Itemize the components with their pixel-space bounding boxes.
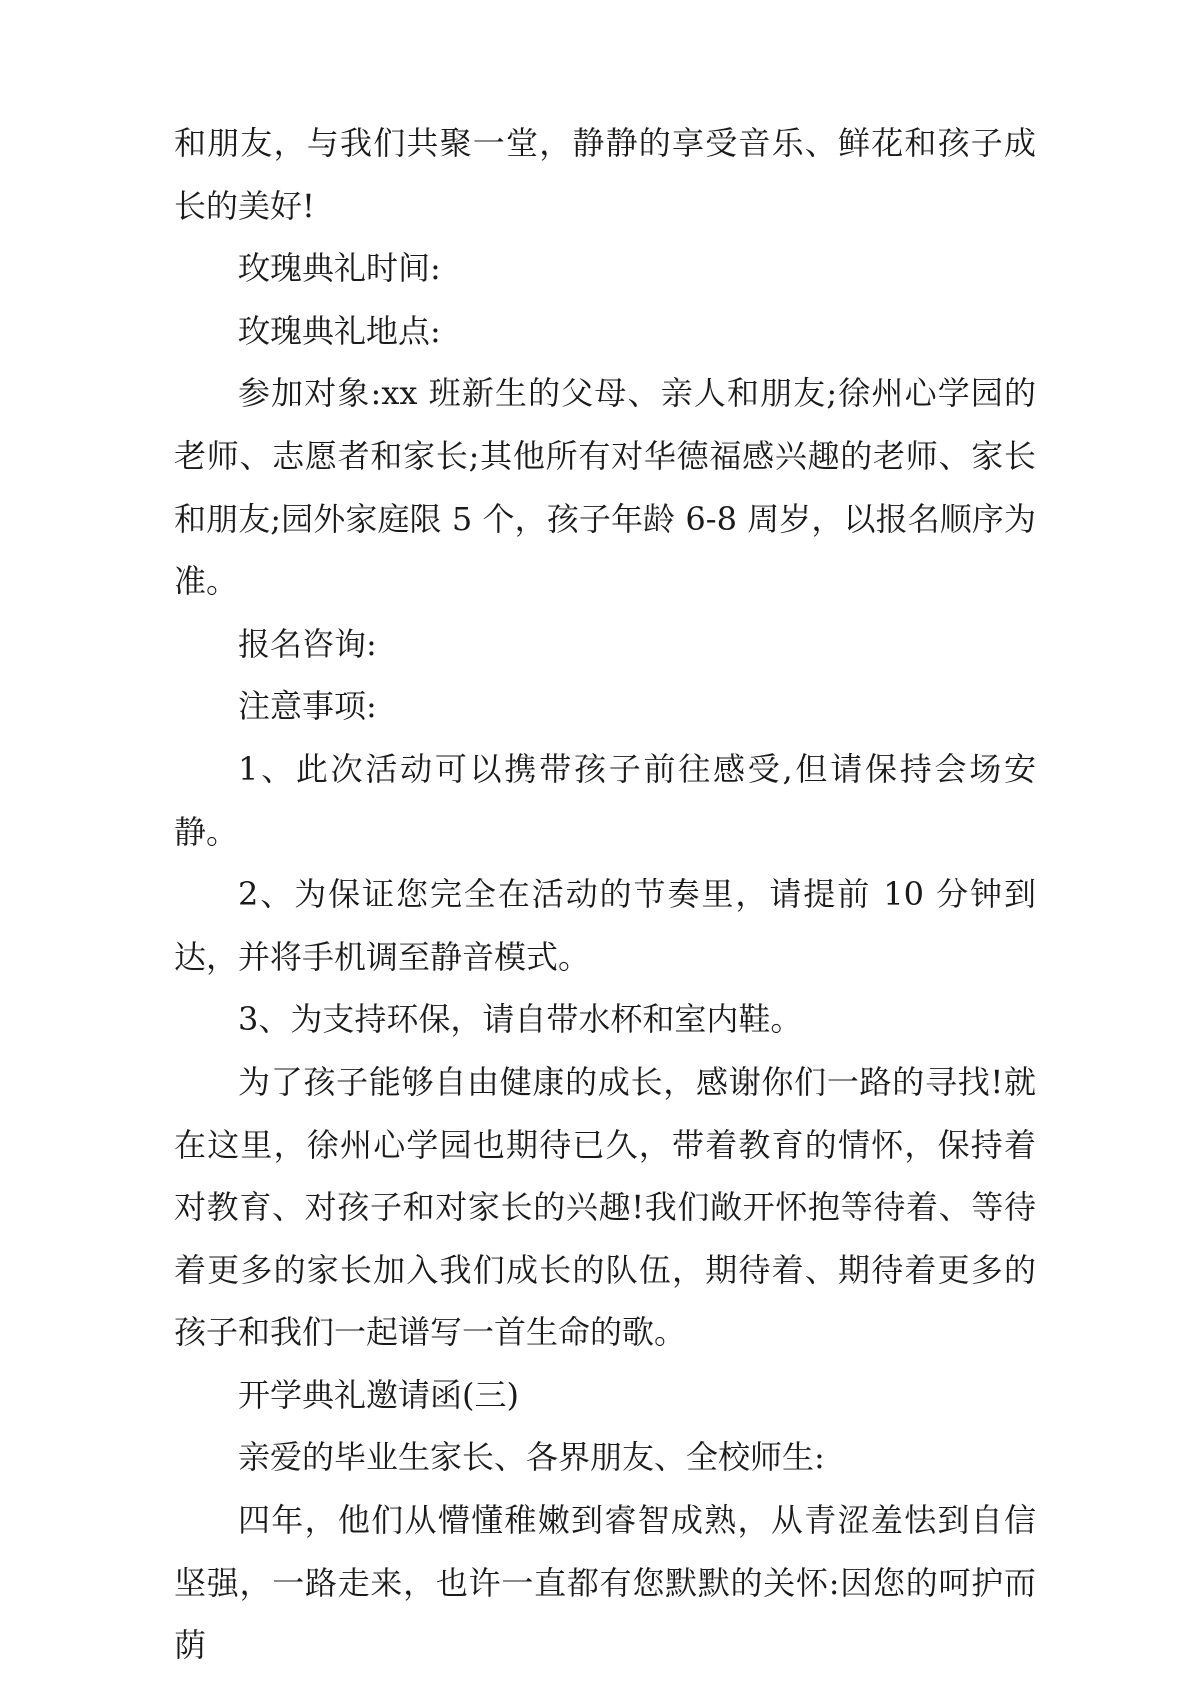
paragraph-salutation: 亲爱的毕业生家长、各界朋友、全校师生:	[238, 1438, 825, 1477]
paragraph-notes-heading: 注意事项:	[238, 687, 377, 726]
paragraph-ceremony-location: 玫瑰典礼地点:	[238, 311, 441, 350]
paragraph-note-1: 1、此次活动可以携带孩子前往感受,但请保持会场安静。	[174, 749, 1036, 851]
paragraph-continuation: 和朋友，与我们共聚一堂，静静的享受音乐、鲜花和孩子成长的美好!	[174, 124, 1036, 225]
paragraph-participants: 参加对象:xx 班新生的父母、亲人和朋友;徐州心学园的老师、志愿者和家长;其他所有对华德福感兴趣的老师、家长和朋友;园外家庭限 5 个，孩子年龄 6-8 周岁，以报名顺序为准。	[174, 374, 1036, 601]
paragraph-registration: 报名咨询:	[238, 624, 377, 663]
paragraph-opening: 四年，他们从懵懂稚嫩到睿智成熟，从青涩羞怯到自信坚强，一路走来，也许一直都有您默默的关怀:因您的呵护而荫	[174, 1501, 1036, 1665]
section-title-invitation-3: 开学典礼邀请函(三)	[238, 1375, 519, 1414]
paragraph-note-2: 2、为保证您完全在活动的节奏里，请提前 10 分钟到达，并将手机调至静音模式。	[174, 875, 1036, 976]
paragraph-ceremony-time: 玫瑰典礼时间:	[238, 249, 441, 288]
paragraph-closing: 为了孩子能够自由健康的成长，感谢你们一路的寻找!就在这里，徐州心学园也期待已久，带着教育的情怀，保持着对教育、对孩子和对家长的兴趣!我们敞开怀抱等待着、等待着更多的家长加入我们成长的队伍，期待着、期待着更多的孩子和我们一起谱写一首生命的歌。	[174, 1062, 1036, 1352]
document-body	[174, 112, 1036, 1677]
paragraph-note-3: 3、为支持环保，请自带水杯和室内鞋。	[238, 1000, 803, 1039]
